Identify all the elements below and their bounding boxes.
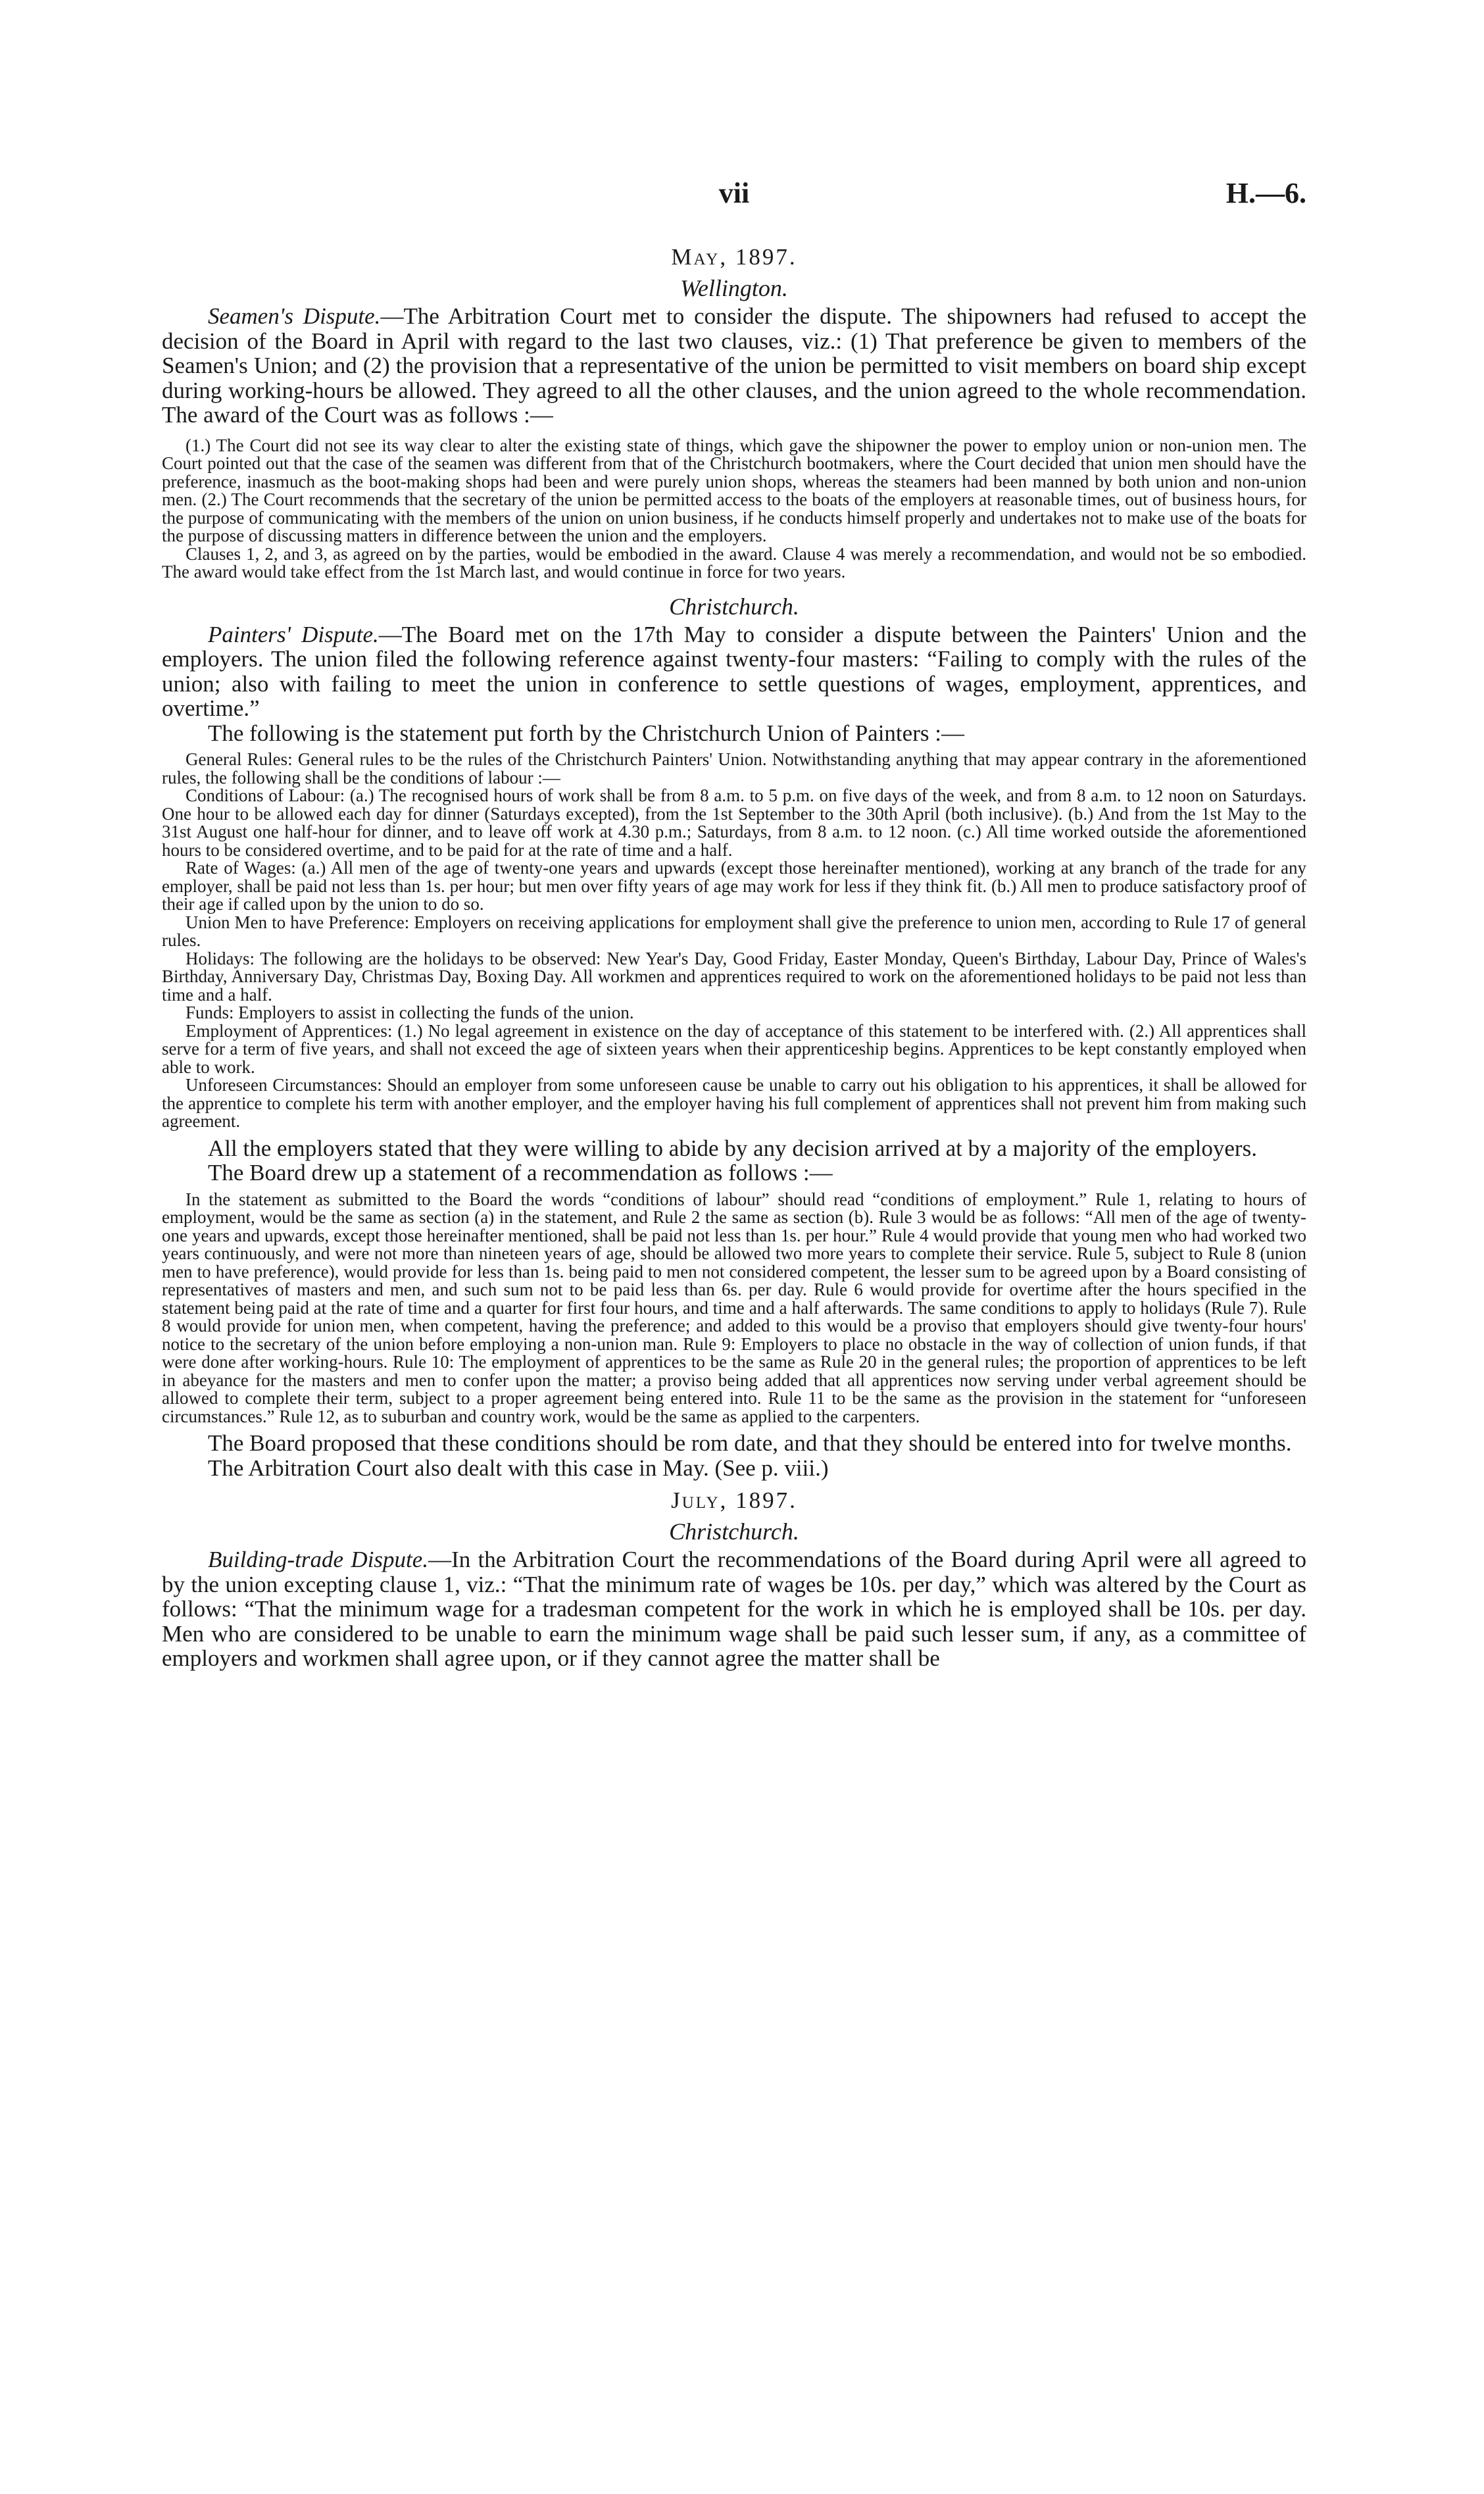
board-recommendation: In the statement as submitted to the Board the words “conditions of labour” should read “conditions of employment.” Rule 1, relating to hours of employment, would be the same as section (a) in the statement, and Rule 2 the same as section (b). Rule 3 would be as follows: “All men of the age of twenty-one years and upwards, except those hereinafter mentioned, shall be paid not less than 1s. per hour.” Rule 4 would provide that young men who had worked two years continuously, and were not more than nineteen years of age, should be allowed two more years to complete their service. Rule 5, subject to Rule 8 (union men to have preference), would provide for less than 1s. being paid to men not considered competent, the lesser sum to be agreed upon by a Board consisting of representatives of masters and men, and such sum not to be paid less than 6s. per day. Rule 6 would provide for overtime after the hours specified in the statement being paid at the rate of time and a quarter for first four hours, and time and a half afterwards. The same conditions to apply to holidays (Rule 7). Rule 8 would provide for union men, when competent, having the preference; and added to this would be a proviso that employers should give twenty-four hours' notice to the secretary of the union before employing a non-union man. Rule 9: Employers to place no obstacle in the way of collection of union funds, if that were done after working-hours. Rule 10: The employment of apprentices to be the same as Rule 20 in the general rules; the proportion of apprentices to be left in abeyance for the masters and men to confer upon the matter; a proviso being added that all apprentices now serving under verbal agreement should be allowed to complete their term, subject to a proper agreement being entered into. Rule 11 to be the same as the provision in the statement for “unforeseen circumstances.” Rule 12, as to suburban and country work, would be the same as applied to the carpenters. — [162, 1189, 1306, 1426]
board-proposal: The Board proposed that these conditions should be rom date, and that they should be entered into for twelve months. — [208, 1430, 1292, 1456]
rule-general: General Rules: General rules to be the rules of the Christchurch Painters' Union. Notwithstanding anything that may appear contrary in the aforementioned rules, the following shall be the conditions of labour :— — [162, 749, 1306, 787]
rule-unforeseen: Unforeseen Circumstances: Should an employer from some unforeseen cause be unable to carry out his obligation to his apprentices, it shall be allowed for the apprentice to complete his term with another employer, and the employer having his full complement of apprentices shall not prevent him from making such agreement. — [162, 1075, 1306, 1131]
award-paragraph-1: (1.) The Court did not see its way clear to alter the existing state of things, which gave the shipowner the power to employ union or non-union men. The Court pointed out that the case of the seamen was different from that of the Christchurch bootmakers, where the Court decided that union men should have the preference, inasmuch as the boot-making shops had been and were purely union shops, whereas the steamers had been manned by both union and non-union men. (2.) The Court recommends that the secretary of the union be permitted access to the boats of the employers at reasonable times, out of business hours, for the purpose of communicating with the members of the union on union business, if he conducts himself properly and undertakes not to make use of the boats for the purpose of discussing matters in difference between the union and the employers. — [162, 435, 1306, 545]
building-trade-intro — [162, 1547, 1306, 1671]
section-place-christchurch: Christchurch. — [669, 593, 799, 620]
running-header — [162, 176, 1306, 216]
rule-conditions-of-labour: Conditions of Labour: (a.) The recognised hours of work shall be from 8 a.m. to 5 p.m. on five days of the week, and from 8 a.m. to 12 noon on Saturdays. One hour to be allowed each day for dinner (Saturdays excepted), from the 1st September to the 30th April (both inclusive). (b.) And from the 1st May to the 31st August one half-hour for dinner, and to leave off work at 4.30 p.m.; Saturdays, from 8 a.m. to 12 noon. (c.) All time worked outside the aforementioned hours to be considered overtime, and to be paid for at the rate of time and a half. — [162, 786, 1306, 860]
seamens-dispute-intro — [162, 304, 1306, 428]
rule-union-preference: Union Men to have Preference: Employers on receiving applications for employment shall give the preference to union men, according to Rule 17 of general rules. — [162, 912, 1306, 950]
section-place-wellington: Wellington. — [680, 275, 788, 301]
rule-rate-of-wages: Rate of Wages: (a.) All men of the age of twenty-one years and upwards (except those hereinafter mentioned), working at any branch of the trade for any employer, shall be paid not less than 1s. per hour; but men over fifty years of age may work for less if they think fit. (b.) All men to produce satisfactory proof of their age if called upon by the union to do so. — [162, 858, 1306, 914]
rule-holidays: Holidays: The following are the holidays to be observed: New Year's Day, Good Friday, Easter Monday, Queen's Birthday, Labour Day, Prince of Wales's Birthday, Anniversary Day, Christmas Day, Boxing Day. All workmen and apprentices required to work on the aforementioned holidays to be paid not less than time and a half. — [162, 948, 1306, 1005]
painters-dispute-text: —The Board met on the 17th May to consider a dispute between the Painters' Union and the employers. The union filed the following reference against twenty-four masters: “Failing to comply with the rules of the union; also with failing to meet the union in conference to settle questions of wages, employment, apprentices, and overtime.” — [162, 621, 1306, 721]
painters-dispute-lead: Painters' Dispute. — [208, 621, 379, 647]
page-number: vii — [718, 177, 750, 209]
award-paragraph-2: Clauses 1, 2, and 3, as agreed on by the parties, would be embodied in the award. Clause 4 was merely a recommendation, and would not be so embodied. The award would take effect from the 1st March last, and would continue in force for two years. — [162, 543, 1306, 582]
section-place-christchurch-2: Christchurch. — [669, 1518, 799, 1545]
seamens-dispute-lead: Seamen's Dispute. — [208, 303, 381, 329]
rule-apprentices: Employment of Apprentices: (1.) No legal agreement in existence on the day of acceptance of this statement to be interfered with. (2.) All apprentices shall serve for a term of five years, and shall not exceed the age of sixteen years when their apprenticeship begins. Apprentices to be kept constantly employed when able to work. — [162, 1020, 1306, 1077]
employers-statement: All the employers stated that they were willing to abide by any decision arrived at by a majority of the employers. — [208, 1135, 1257, 1161]
rule-funds: Funds: Employers to assist in collecting the funds of the union. — [186, 1003, 634, 1022]
document-reference: H.—6. — [1225, 177, 1306, 209]
painters-dispute-intro — [162, 622, 1306, 721]
board-recommendation-intro: The Board drew up a statement of a recommendation as follows :— — [208, 1160, 833, 1185]
court-reference: The Arbitration Court also dealt with this case in May. (See p. viii.) — [208, 1455, 829, 1481]
document-body — [162, 242, 1306, 1671]
section-date-may-1897: May, 1897. — [671, 244, 797, 270]
building-trade-text: —In the Arbitration Court the recommendations of the Board during April were all agreed to by the union excepting clause 1, viz.: “That the minimum rate of wages be 10s. per day,” which was altered by the Court as follows: “That the minimum wage for a tradesman competent for the work in which he is employed shall be 10s. per day. Men who are considered to be unable to earn the minimum wage shall be paid such lesser sum, if any, as a committee of employers and workmen shall agree upon, or if they cannot agree the matter shall be — [162, 1547, 1307, 1671]
painters-statement-intro: The following is the statement put forth by the Christchurch Union of Painters :— — [208, 720, 964, 746]
seamens-dispute-text: —The Arbitration Court met to consider the dispute. The shipowners had refused to accept the decision of the Board in April with regard to the last two clauses, viz.: (1) That preference be given to members of the Seamen's Union; and (2) the provision that a representative of the union be permitted to visit members on board ship except during working-hours be allowed. They agreed to all the other clauses, and the union agreed to the whole recommendation. The award of the Court was as follows :— — [162, 303, 1306, 428]
building-trade-lead: Building-trade Dispute. — [208, 1547, 429, 1572]
section-date-july-1897: July, 1897. — [671, 1487, 797, 1513]
